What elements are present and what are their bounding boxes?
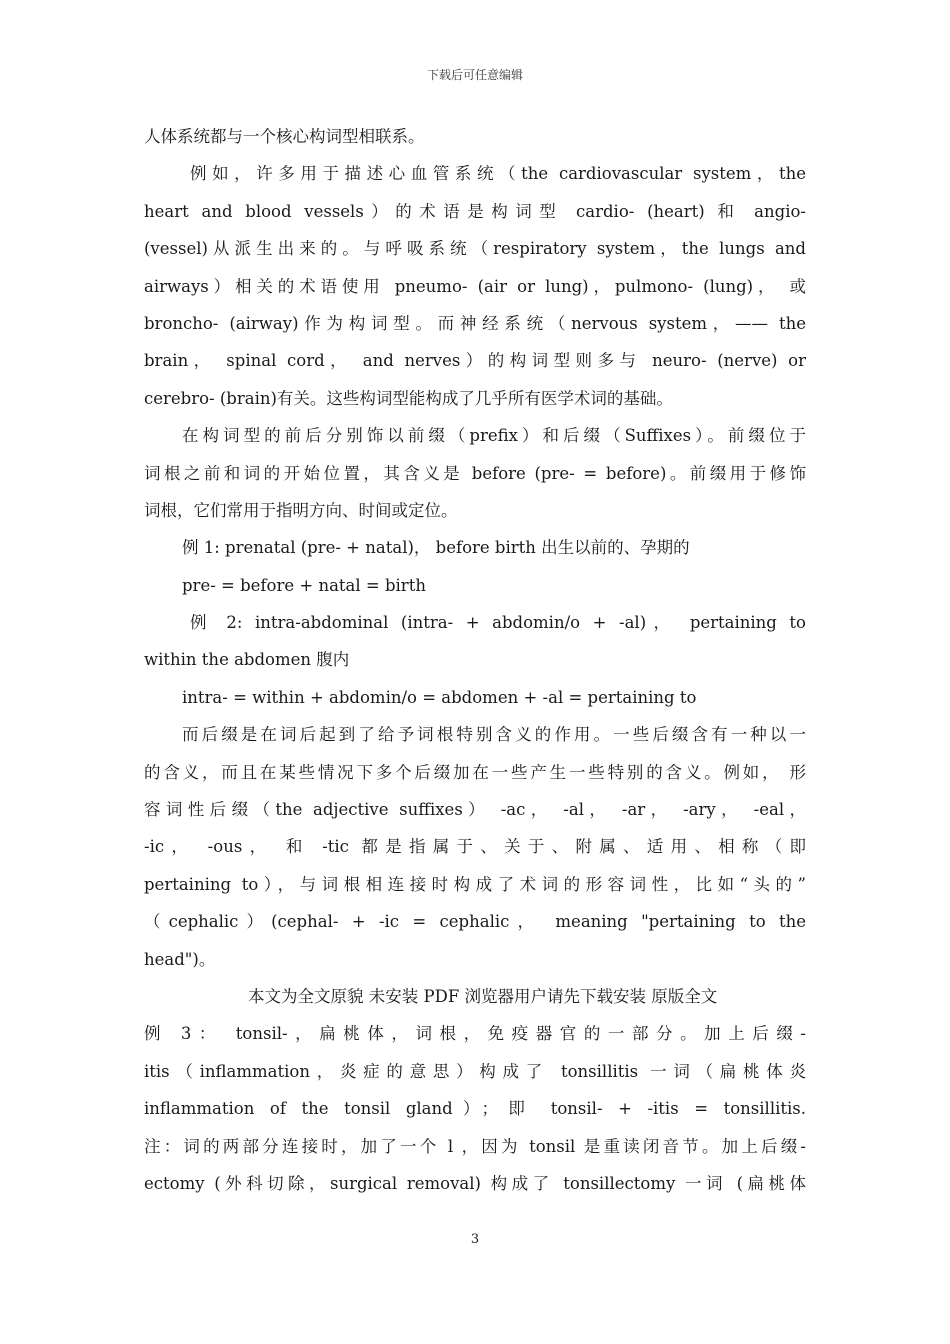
text-line: pertaining to），与词根相连接时构成了术词的形容词性，比如“头的” xyxy=(144,874,806,894)
page-number: 3 xyxy=(470,1232,480,1247)
note-line: 注：词的两部分连接时，加了一个 l ，因为 tonsil 是重读闭音节。加上后缀- xyxy=(144,1136,806,1156)
page-header: 下载后可任意编辑 xyxy=(426,68,523,82)
text-line: 容词性后缀（the adjective suffixes） -ac， -al， -ar， -ary， -eal， xyxy=(144,800,806,820)
notice-line: 本文为全文原貌 未安装 PDF 浏览器用户请先下载安装 原版全文 xyxy=(248,986,718,1006)
text-line: 而后缀是在词后起到了给予词根特别含义的作用。一些后缀含有一种以一 xyxy=(182,725,806,745)
text-line: ectomy (外科切除，surgical removal) 构成了 tonsillectomy 一词 (扁桃体 xyxy=(144,1173,806,1193)
text-line: -ic， -ous， 和 -tic 都是指属于、关于、附属、适用、相称（即 xyxy=(144,837,806,857)
text-line: 人体系统都与一个核心构词型相联系。 xyxy=(144,127,425,146)
text-line: head")。 xyxy=(144,949,216,969)
example-line: pre- = before + natal = birth xyxy=(182,575,426,595)
example-line: itis（inflammation，炎症的意思）构成了 tonsillitis 一词（扁桃体炎 xyxy=(144,1061,806,1081)
text-line: 的含义，而且在某些情况下多个后缀加在一些产生一些特别的含义。例如， 形 xyxy=(144,762,806,782)
text-line: airways）相关的术语使用 pneumo- (air or lung)，pulmono- (lung)， 或 xyxy=(144,276,806,296)
example-line: 例 3： tonsil-，扁桃体，词根，免疫器官的一部分。加上后缀- xyxy=(144,1024,806,1044)
document-body xyxy=(144,118,806,1202)
text-line: cerebro- (brain)有关。这些构词型能构成了几乎所有医学术词的基础。 xyxy=(144,388,673,408)
text-line: 词根之前和词的开始位置，其含义是 before (pre- = before)。前缀用于修饰 xyxy=(144,463,806,483)
example-line: within the abdomen 腹内 xyxy=(144,650,350,670)
example-line: intra- = within + abdomin/o = abdomen + -al = pertaining to xyxy=(182,687,697,707)
example-line: inflammation of the tonsil gland）；即 tonsil- + -itis = tonsillitis. xyxy=(144,1099,806,1119)
example-line: 例 2: intra-abdominal (intra- + abdomin/o + -al)， pertaining to xyxy=(190,613,806,633)
text-line: broncho- (airway)作为构词型。而神经系统（nervous system，—— the xyxy=(144,313,806,333)
text-line: heart and blood vessels）的术语是构词型 cardio- (heart) 和 angio- xyxy=(144,201,806,221)
text-line: 例如，许多用于描述心血管系统（the cardiovascular system，the xyxy=(190,164,806,184)
text-line: （cephalic）(cephal- + -ic = cephalic， meaning "pertaining to the xyxy=(144,912,806,932)
text-line: (vessel)从派生出来的。与呼吸系统（respiratory system，the lungs and xyxy=(144,239,806,259)
text-line: brain， spinal cord， and nerves）的构词型则多与 neuro- (nerve) or xyxy=(144,351,806,371)
text-line: 在构词型的前后分别饰以前缀（prefix）和后缀（Suffixes）。前缀位于 xyxy=(182,426,806,446)
text-line: 词根，它们常用于指明方向、时间或定位。 xyxy=(144,500,458,520)
example-line: 例 1: prenatal (pre- + natal)， before birth 出生以前的、孕期的 xyxy=(182,538,690,558)
